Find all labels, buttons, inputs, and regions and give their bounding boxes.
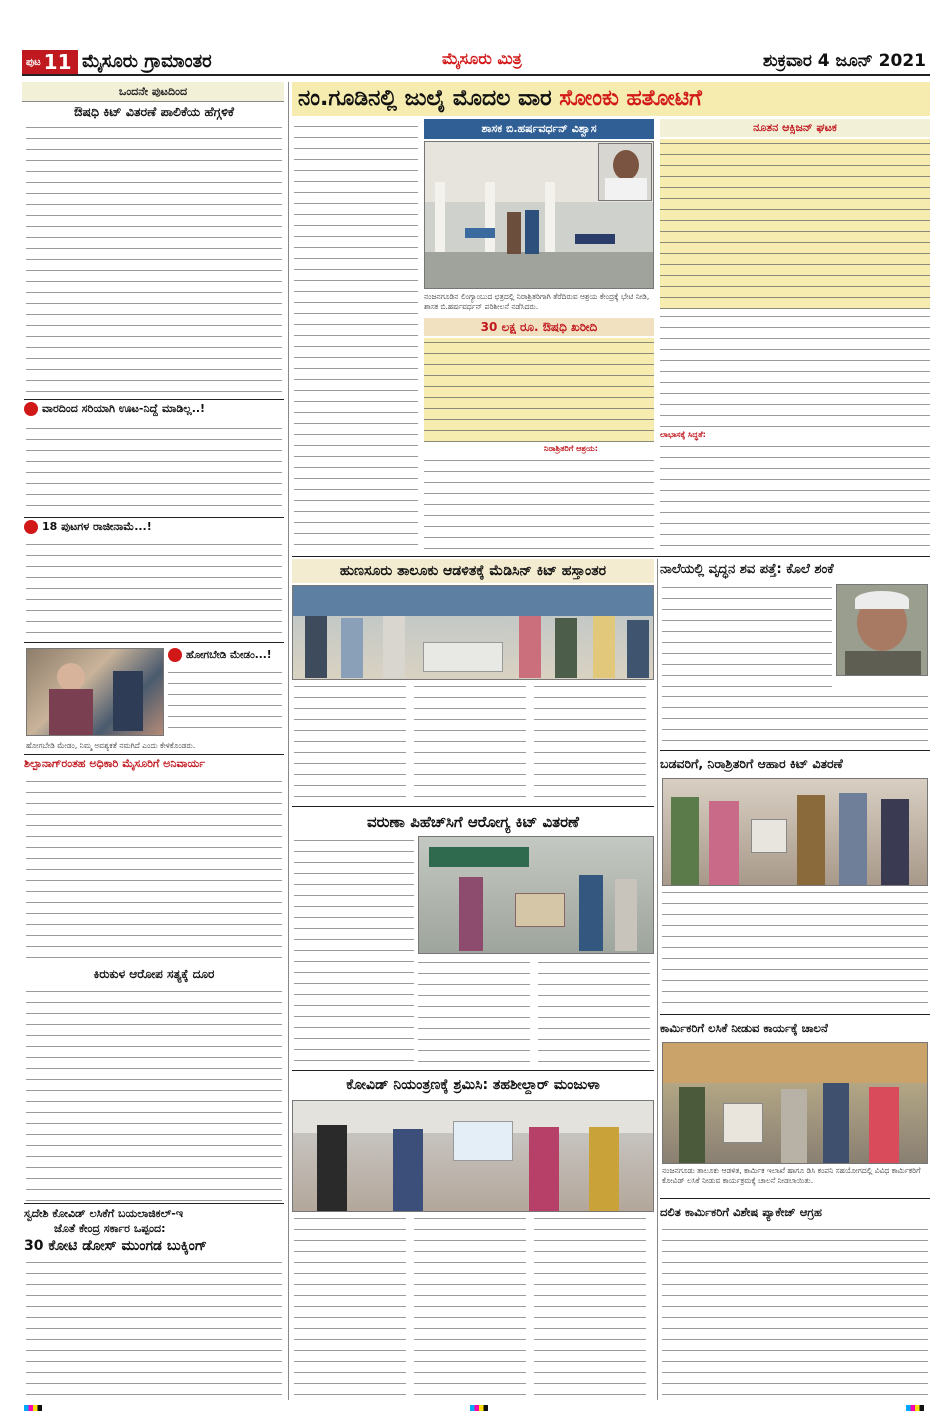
left-story2-title-wrap <box>24 402 284 422</box>
left-story7-title-line2: ಜೊತೆ ಕೇಂದ್ರ ಸರ್ಕಾರ ಒಪ್ಪಂದ: <box>54 1222 166 1235</box>
left-story4-title-wrap <box>168 648 282 666</box>
left-story6-title-wrap <box>24 967 284 985</box>
news-photo <box>292 585 654 680</box>
mid-story2-body-b <box>418 958 654 1066</box>
lead-headline-part1: ನಂ.ಗೂಡಿನಲ್ಲಿ ಜುಲೈ ಮೊದಲ ವಾರ <box>298 86 552 111</box>
mid-story2-title-wrap <box>292 810 654 834</box>
right-story2-title: ಬಡವರಿಗೆ, ನಿರಾಶ್ರಿತರಿಗೆ ಆಹಾರ ಕಿಟ್ ವಿತರಣೆ <box>660 756 843 771</box>
left-story6-title: ಕಿರುಕುಳ ಆರೋಪ ಸತ್ಯಕ್ಕೆ ದೂರ <box>93 967 215 981</box>
mid-story3-title: ಕೋವಿಡ್ ನಿಯಂತ್ರಣಕ್ಕೆ ಶ್ರಮಿಸಿ: ತಹಶೀಲ್ದಾರ್ ಮಂಜುಳಾ <box>346 1077 600 1093</box>
left-story4-body <box>168 668 282 738</box>
divider <box>660 1014 930 1015</box>
divider <box>292 556 930 557</box>
left-story3-title: 18 ಪುಟಗಳ ರಾಜೀನಾಮೆ...! <box>42 520 152 533</box>
box-body <box>424 338 654 442</box>
left-story4-title: ಹೋಗಬೇಡಿ ಮೇಡಂ...! <box>186 649 272 661</box>
bullet-icon <box>168 648 182 662</box>
lead-body-side <box>660 139 930 309</box>
lead-subhead: ಶಾಸಕ ಬಿ.ಹರ್ಷವರ್ಧನ್ ವಿಶ್ವಾಸ <box>481 122 597 135</box>
right-story4-title: ದಲಿತ ಕಾರ್ಮಿಕರಿಗೆ ವಿಶೇಷ ಪ್ಯಾಕೇಜ್ ಆಗ್ರಹ <box>660 1205 822 1219</box>
right-story3-title-wrap <box>660 1017 930 1039</box>
left-story6-body <box>26 987 282 1201</box>
mid-story1-title-bar <box>292 559 654 583</box>
news-photo <box>662 1042 928 1164</box>
news-photo <box>418 836 654 954</box>
lead-headline-part2: ಸೋಂಕು ಹತೋಟಿಗೆ <box>559 86 702 111</box>
mid-story2-body <box>294 836 414 1066</box>
left-story5-title-wrap <box>24 757 284 775</box>
left-story1-body <box>26 123 282 393</box>
mid-story1-body <box>294 682 652 802</box>
mid-story1-title: ಹುಣಸೂರು ತಾಲೂಕು ಆಡಳಿತಕ್ಕೆ ಮೆಡಿಸಿನ್ ಕಿಟ್ ಹಸ್ತಾಂತರ <box>339 563 607 579</box>
news-photo <box>662 778 928 886</box>
divider <box>24 399 284 400</box>
continued-label: ಒಂದನೇ ಪುಟದಿಂದ <box>118 85 188 98</box>
box-title: 30 ಲಕ್ಷ ರೂ. ಔಷಧಿ ಖರೀದಿ <box>480 320 598 334</box>
divider <box>24 754 284 755</box>
right-story1-body <box>662 583 832 691</box>
lead-photo-caption: ನಂಜನಗೂಡಿನ ಲಿಂಗ್ಯಾಂಬುದ ಛತ್ರದಲ್ಲಿ ನಿರಾಶ್ರಿತರಿಗಾಗಿ ತೆರೆದಿರುವ ಆಶ್ರಯ ಕೇಂದ್ರಕ್ಕೆ ಭೇಟಿ ನೀಡಿ, ಶಾಸಕ ಬಿ.ಹರ್ಷವರ್ಧನ್ ಪರಿಶೀಲನೆ ನಡೆಸಿದರು. <box>424 292 654 314</box>
left-story7-title-line1: ಸ್ವದೇಶಿ ಕೋವಿಡ್ ಲಸಿಕೆಗೆ ಬಯಲಾಜಿಕಲ್-ಇ <box>24 1207 184 1220</box>
column-divider <box>657 559 658 1400</box>
color-registration-mark <box>906 1405 924 1411</box>
left-story3-title-wrap <box>24 520 284 538</box>
lead-subhead-bar <box>424 119 654 139</box>
page-label: ಪುಟ <box>26 56 41 68</box>
divider <box>24 1203 284 1204</box>
left-story5-title: ಶಿಲ್ಪಾನಾಗ್‌ರಂತಹ ಅಧಿಕಾರಿ ಮೈಸೂರಿಗೆ ಅನಿವಾರ್ಯ <box>24 757 205 770</box>
right-story1-title-wrap <box>660 559 930 581</box>
divider <box>660 1198 930 1199</box>
divider <box>24 517 284 518</box>
mid-story3-body <box>294 1214 652 1400</box>
box-label-2: ಲಾಭಾಸಕ್ಕೆ ಸಿದ್ಧತೆ: <box>660 430 706 439</box>
left-story5-body <box>26 777 282 965</box>
news-photo <box>292 1100 654 1212</box>
column-divider <box>288 82 289 1400</box>
right-story2-body <box>662 888 928 1010</box>
publication-date: ಶುಕ್ರವಾರ 4 ಜೂನ್ 2021 <box>762 51 926 71</box>
box-title-bar <box>424 318 654 336</box>
right-story4-body <box>662 1225 928 1400</box>
news-photo <box>26 648 164 736</box>
left-story2-body <box>26 424 282 514</box>
side-title: ನೂತನ ಆಕ್ಸಿಜನ್ ಘಟಕ <box>753 121 837 134</box>
section-title: ಮೈಸೂರು ಗ್ರಾಮಾಂತರ <box>82 51 212 72</box>
masthead <box>22 48 930 76</box>
right-story1-body-b <box>662 692 928 746</box>
left-story7-body <box>26 1258 282 1400</box>
paper-name: ಮೈಸೂರು ಮಿತ್ರ <box>442 49 522 68</box>
right-story3-title: ಕಾರ್ಮಿಕರಿಗೆ ಲಸಿಕೆ ನೀಡುವ ಕಾರ್ಯಕ್ಕೆ ಚಾಲನೆ <box>660 1021 828 1035</box>
left-story4-caption-wrap <box>26 740 282 752</box>
box-body-lower <box>424 444 654 554</box>
right-story1-title: ನಾಲೆಯಲ್ಲಿ ವೃದ್ಧನ ಶವ ಪತ್ತೆ: ಕೊಲೆ ಶಂಕೆ <box>660 562 834 577</box>
left-story4-caption: ಹೋಗಬೇಡಿ ಮೇಡಂ, ನಿಮ್ಮ ಅವಶ್ಯಕತೆ ನಮಗಿದೆ ಎಂದು ಕೇಳಿಕೊಂಡರು. <box>26 741 196 750</box>
left-story2-title: ವಾರದಿಂದ ಸರಿಯಾಗಿ ಊಟ-ನಿದ್ದೆ ಮಾಡಿಲ್ಲ..! <box>42 402 206 415</box>
page-number-badge <box>22 50 78 74</box>
box-label-1: ನಿರಾಶ್ರಿತರಿಗೆ ಆಶ್ರಯ: <box>544 444 598 453</box>
left-story1-title-wrap <box>24 104 284 122</box>
divider <box>292 1070 654 1071</box>
right-story2-title-wrap <box>660 753 930 775</box>
left-story7-title-wrap <box>24 1206 284 1256</box>
divider <box>660 750 930 751</box>
lead-body-right <box>660 312 930 554</box>
right-story4-title-wrap <box>660 1201 930 1223</box>
paper-logo <box>442 49 522 69</box>
right-story3-caption: ನಂಜನಗೂಡು ತಾಲೂಕು ಆಡಳಿತ, ಕಾರ್ಮಿಕ ಇಲಾಖೆ ಹಾಗೂ ಡಿಸಿ ಕಂಪನಿ ಸಹಯೋಗದಲ್ಲಿ ವಿವಿಧ ಕಾರ್ಮಿಕರಿಗೆ ಕೋವಿಡ್ ಲಸಿಕೆ ನೀಡುವ ಕಾರ್ಯಕ್ರಮಕ್ಕೆ ಚಾಲನೆ ನೀಡಲಾಯಿತು. <box>662 1166 928 1194</box>
lead-headline-bar <box>292 82 930 116</box>
mla-portrait-photo <box>598 143 652 201</box>
divider <box>24 642 284 643</box>
continued-label-bar <box>22 82 284 102</box>
color-registration-mark <box>24 1405 42 1411</box>
lead-body-col1 <box>294 122 418 552</box>
divider <box>292 806 654 807</box>
mid-story2-title: ವರುಣಾ ಪಿಹೆಚ್‌ಸಿಗೆ ಆರೋಗ್ಯ ಕಿಟ್ ವಿತರಣೆ <box>367 813 579 831</box>
victim-portrait-photo <box>836 584 928 676</box>
left-story3-body <box>26 540 282 640</box>
color-registration-mark <box>470 1405 488 1411</box>
bullet-icon <box>24 520 38 534</box>
left-story7-title-line3: 30 ಕೋಟಿ ಡೋಸ್ ಮುಂಗಡ ಬುಕ್ಕಿಂಗ್ <box>24 1238 207 1254</box>
bullet-icon <box>24 402 38 416</box>
left-story1-title: ಔಷಧಿ ಕಿಟ್ ವಿತರಣೆ ಪಾಲಿಕೆಯ ಹೆಗ್ಗಳಿಕೆ <box>73 104 235 119</box>
page-number: 11 <box>43 50 72 74</box>
side-title-bar <box>660 119 930 137</box>
mid-story3-title-wrap <box>292 1073 654 1097</box>
